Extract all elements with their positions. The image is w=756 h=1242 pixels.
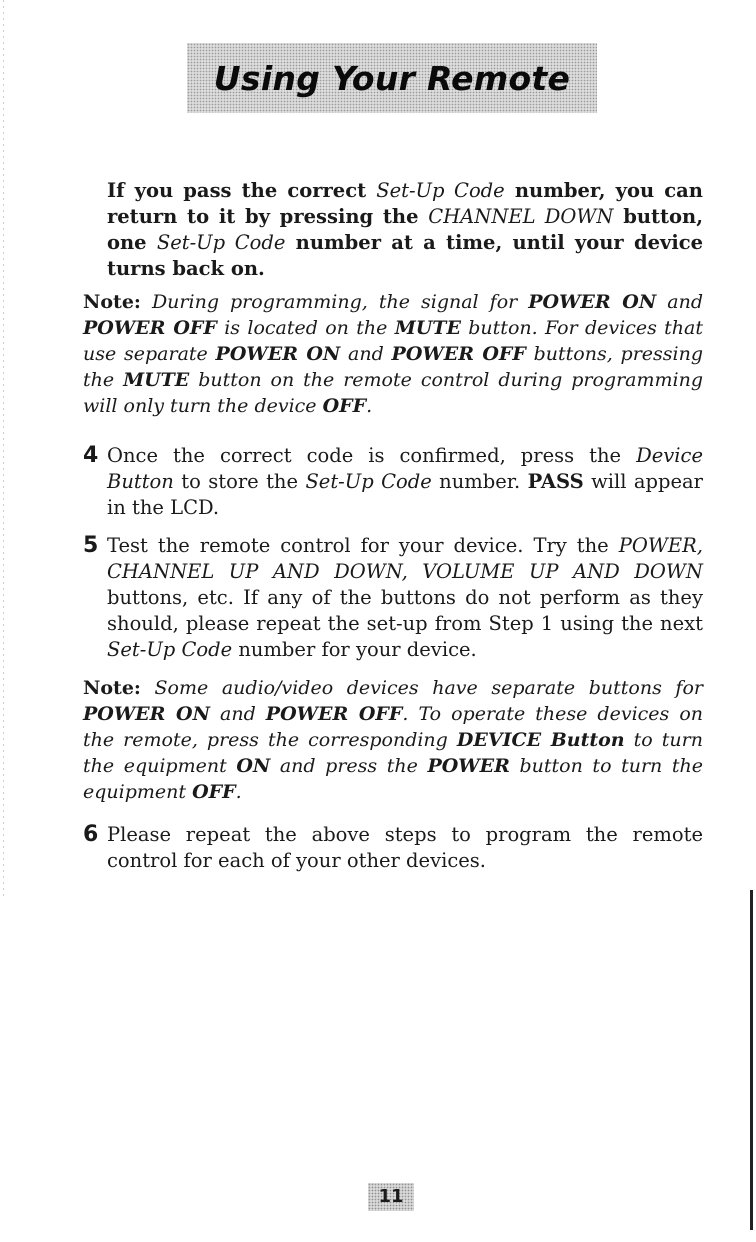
intro-italic: CHANNEL DOWN xyxy=(428,205,614,228)
step-text xyxy=(107,443,703,521)
note-emphasis: OFF xyxy=(322,395,367,417)
intro-italic: Set-Up Code xyxy=(376,179,505,202)
page-left-edge xyxy=(3,0,4,900)
note-emphasis: POWER OFF xyxy=(391,343,526,365)
step-text-run: Please repeat the above steps to program the remote control for each of your other devices. xyxy=(107,823,703,872)
note-text: . xyxy=(235,781,242,803)
step-6 xyxy=(83,822,703,874)
intro-italic: Set-Up Code xyxy=(156,231,286,254)
note-programming xyxy=(83,289,703,419)
intro-text: number, you can return to it by pressing the xyxy=(107,179,703,228)
note-text: button on the remote control during programming will only turn the device xyxy=(83,369,703,417)
note-text: . xyxy=(366,395,373,417)
note-emphasis: POWER OFF xyxy=(265,703,403,725)
note-text: to turn the equipment xyxy=(83,729,703,777)
step-text xyxy=(107,533,703,663)
note-text: buttons, pressing the xyxy=(83,343,703,391)
step-text-run: Test the remote control for your device. Try the xyxy=(107,534,619,557)
note-emphasis: OFF xyxy=(192,781,236,803)
note-emphasis: POWER xyxy=(427,755,510,777)
step-italic: Set-Up Code xyxy=(107,638,233,661)
note-emphasis: DEVICE Button xyxy=(456,729,625,751)
step-text-run: to store the xyxy=(173,470,306,493)
step-text-run: buttons, etc. If any of the buttons do not perform as they should, please repeat the set-up from Step 1 using the next xyxy=(107,586,703,635)
note-text: and press the xyxy=(270,755,428,777)
intro-paragraph xyxy=(107,178,703,282)
page-right-edge xyxy=(750,890,753,1230)
step-text xyxy=(107,822,703,874)
step-italic: Device Button xyxy=(107,444,703,493)
note-emphasis: POWER ON xyxy=(528,291,657,313)
step-5 xyxy=(83,533,703,663)
note-emphasis: POWER ON xyxy=(215,343,341,365)
note-emphasis: POWER ON xyxy=(83,703,210,725)
step-number: 5 xyxy=(83,533,99,558)
page-title: Using Your Remote xyxy=(213,58,571,98)
step-bold: PASS xyxy=(527,470,584,493)
note-text: . To operate these devices on the remote, press the corresponding xyxy=(83,703,703,751)
step-4 xyxy=(83,443,703,521)
note-emphasis: MUTE xyxy=(123,369,190,391)
note-text: button to turn the equipment xyxy=(83,755,703,803)
step-text-run: number. xyxy=(431,470,528,493)
step-italic: Set-Up Code xyxy=(305,470,432,493)
note-text: button. For devices that use separate xyxy=(83,317,704,365)
intro-text: If you pass the correct xyxy=(107,179,377,202)
note-emphasis: ON xyxy=(236,755,271,777)
step-text-run: will appear in the LCD. xyxy=(107,470,703,519)
step-italic: POWER, CHANNEL UP AND DOWN, VOLUME UP AND DOWN xyxy=(107,534,703,583)
note-audio-video xyxy=(83,675,703,805)
note-label: Note: xyxy=(83,291,141,313)
step-text-run: Once the correct code is confirmed, press the xyxy=(107,444,637,467)
note-text: Some audio/video devices have separate buttons for xyxy=(140,677,703,699)
note-text: is located on the xyxy=(216,317,395,339)
note-text: and xyxy=(656,291,703,313)
note-text: During programming, the signal for xyxy=(140,291,529,313)
step-text-run: number for your device. xyxy=(232,638,477,661)
note-text: and xyxy=(340,343,392,365)
note-emphasis: MUTE xyxy=(394,317,461,339)
intro-text: number at a time, until your device turns back on. xyxy=(107,231,704,280)
note-label: Note: xyxy=(83,677,141,699)
intro-text: button, one xyxy=(107,205,703,254)
page-number: 11 xyxy=(368,1183,414,1211)
step-number: 6 xyxy=(83,822,99,847)
step-number: 4 xyxy=(83,443,99,468)
note-text: and xyxy=(209,703,266,725)
title-banner xyxy=(187,43,597,113)
note-emphasis: POWER OFF xyxy=(83,317,217,339)
